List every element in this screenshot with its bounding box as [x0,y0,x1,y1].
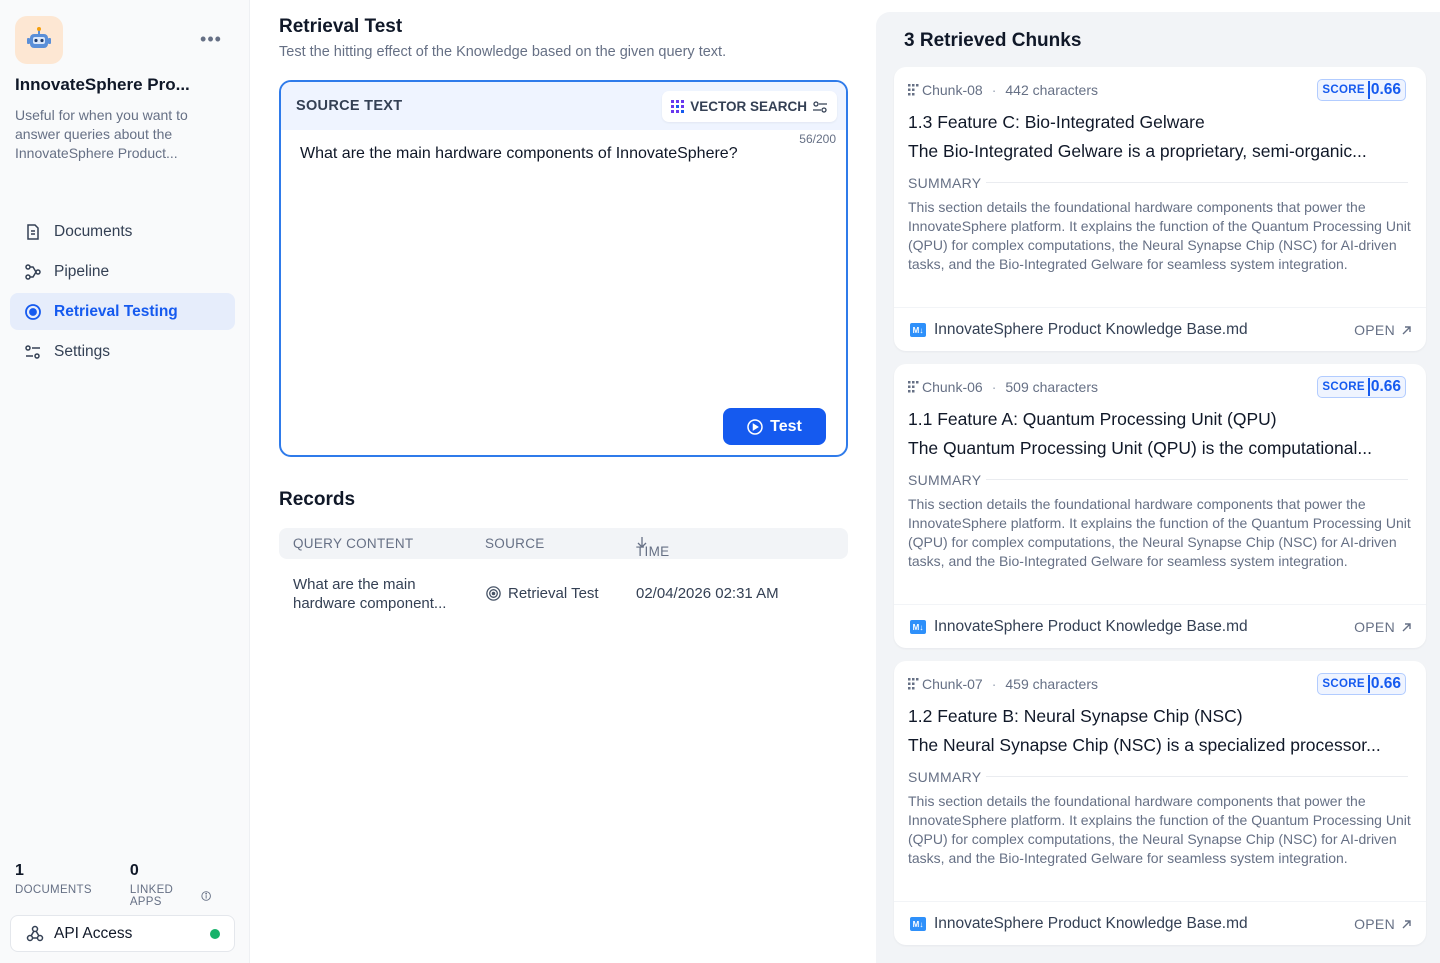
open-label: OPEN [1354,619,1395,635]
chunk-excerpt: The Quantum Processing Unit (QPU) is the computational... [908,438,1372,458]
linked-apps-label-row [130,884,211,908]
api-icon [26,925,44,943]
page-title: Retrieval Test [279,16,403,37]
table-row[interactable] [279,566,848,621]
chunk-excerpt: The Neural Synapse Chip (NSC) is a specialized processor... [908,735,1381,755]
documents-count: 1 [15,862,24,879]
chunk-file [910,321,1248,339]
chunk-file [910,915,1248,933]
score-label: SCORE [1322,84,1365,96]
document-icon [24,223,42,241]
external-link-icon [1401,622,1412,633]
pipeline-icon [24,263,42,281]
column-time[interactable] [636,536,670,559]
vector-search-label: VECTOR SEARCH [690,99,807,114]
settings-icon [812,100,828,114]
source-text-panel [279,80,848,457]
markdown-file-icon: M↓ [910,620,926,634]
robot-icon [15,16,63,64]
api-access-button[interactable] [10,915,235,952]
card-divider [894,307,1426,308]
chunk-id: Chunk-08 [922,82,983,98]
record-source-label: Retrieval Test [508,585,599,602]
vector-search-button[interactable] [662,91,837,122]
summary-label: SUMMARY [908,175,982,191]
test-button-label: Test [770,417,802,435]
grid-icon [671,100,685,114]
chunk-title: 1.1 Feature A: Quantum Processing Unit (QPU) [908,409,1277,429]
chunk-excerpt: The Bio-Integrated Gelware is a proprietary, semi-organic... [908,141,1367,161]
score-label: SCORE [1322,678,1365,690]
record-time: 02/04/2026 02:31 AM [636,585,779,602]
score-label: SCORE [1322,381,1365,393]
chunk-file-name: InnovateSphere Product Knowledge Base.md [934,618,1248,635]
api-access-label: API Access [54,924,133,942]
documents-stat [15,862,92,908]
open-button[interactable] [1354,322,1412,338]
query-textarea[interactable]: What are the main hardware components of InnovateSphere? [300,145,738,162]
chunk-grid-icon [908,381,922,393]
stats [15,862,249,908]
sidebar-item-label: Documents [54,222,133,240]
summary-divider [986,479,1408,480]
open-button[interactable] [1354,916,1412,932]
source-text-label: SOURCE TEXT [296,98,403,114]
score-value: 0.66 [1368,378,1401,396]
chunk-summary: This section details the foundational hardware components that power the InnovateSphere platform. It explains the function of the Quantum Processing Unit (QPU) for complex computations, the Neural Synapse Chip (NSC) for AI-driven tasks, and the Bio-Integrated Gelware for seamless system integration. [908,199,1411,272]
chunk-id: Chunk-07 [922,676,983,692]
score-badge [1317,79,1406,101]
app-description: Useful for when you want to answer queries about the InnovateSphere Product... [15,107,188,161]
chunk-card[interactable] [894,661,1426,945]
chunk-file-name: InnovateSphere Product Knowledge Base.md [934,321,1248,338]
test-button[interactable] [723,408,826,445]
retrieved-chunks-title: 3 Retrieved Chunks [904,30,1082,51]
char-count: 56/200 [799,132,836,146]
info-icon[interactable] [201,890,211,902]
chunk-card[interactable] [894,364,1426,648]
record-source [485,585,599,602]
sidebar-nav [10,213,235,373]
chunk-file [910,618,1248,636]
linked-apps-count: 0 [129,862,139,879]
chunk-card[interactable] [894,67,1426,351]
chunk-grid-icon [908,84,922,96]
chunk-meta: Chunk-06 · 509 characters [908,379,1098,395]
chunk-title: 1.2 Feature B: Neural Synapse Chip (NSC) [908,706,1243,726]
target-icon [24,303,42,321]
chunk-grid-icon [908,678,922,690]
chunk-meta: Chunk-08 · 442 characters [908,82,1098,98]
open-label: OPEN [1354,322,1395,338]
card-divider [894,901,1426,902]
chunk-meta: Chunk-07 · 459 characters [908,676,1098,692]
settings-icon [24,343,42,361]
documents-label: DOCUMENTS [15,884,92,896]
target-icon [485,585,502,602]
column-source: SOURCE [485,536,545,551]
linked-apps-stat [130,862,211,908]
chunk-char-count: 509 characters [1005,379,1098,395]
sidebar-item-documents[interactable] [10,213,235,250]
open-label: OPEN [1354,916,1395,932]
play-icon [747,419,763,435]
sidebar [0,0,250,963]
score-badge [1317,673,1406,695]
chunk-file-name: InnovateSphere Product Knowledge Base.md [934,915,1248,932]
sidebar-item-label: Pipeline [54,262,110,280]
chunk-title: 1.3 Feature C: Bio-Integrated Gelware [908,112,1205,132]
chunk-char-count: 442 characters [1005,82,1098,98]
more-options-icon[interactable]: ••• [200,28,222,49]
api-status-indicator [210,929,220,939]
markdown-file-icon: M↓ [910,917,926,931]
sidebar-item-settings[interactable] [10,333,235,370]
linked-apps-label: LINKED APPS [129,884,174,908]
summary-label: SUMMARY [908,769,982,785]
column-query-content: QUERY CONTENT [293,536,414,551]
retrieved-chunks-panel [876,12,1440,963]
summary-divider [986,776,1408,777]
sidebar-item-label: Settings [54,342,111,360]
chunk-summary: This section details the foundational hardware components that power the InnovateSphere platform. It explains the function of the Quantum Processing Unit (QPU) for complex computations, the Neural Synapse Chip (NSC) for AI-driven tasks, and the Bio-Integrated Gelware for seamless system integration. [908,496,1411,569]
score-value: 0.66 [1368,675,1401,693]
record-query: What are the main hardware component... [293,576,447,612]
chunk-id: Chunk-06 [922,379,983,395]
sidebar-item-label: Retrieval Testing [54,302,178,320]
sidebar-item-pipeline[interactable] [10,253,235,290]
records-table-header [279,528,848,559]
chunk-summary: This section details the foundational hardware components that power the InnovateSphere platform. It explains the function of the Quantum Processing Unit (QPU) for complex computations, the Neural Synapse Chip (NSC) for AI-driven tasks, and the Bio-Integrated Gelware for seamless system integration. [908,793,1411,866]
external-link-icon [1401,325,1412,336]
markdown-file-icon: M↓ [910,323,926,337]
open-button[interactable] [1354,619,1412,635]
score-value: 0.66 [1368,81,1401,99]
score-badge [1317,376,1406,398]
summary-label: SUMMARY [908,472,982,488]
sidebar-item-retrieval-testing[interactable] [10,293,235,330]
page-subtitle: Test the hitting effect of the Knowledge based on the given query text. [279,44,727,60]
summary-divider [986,182,1408,183]
chunk-char-count: 459 characters [1005,676,1098,692]
records-title: Records [279,489,356,510]
external-link-icon [1401,919,1412,930]
card-divider [894,604,1426,605]
column-time-label: TIME [636,544,670,559]
app-name: InnovateSphere Pro... [15,75,190,94]
